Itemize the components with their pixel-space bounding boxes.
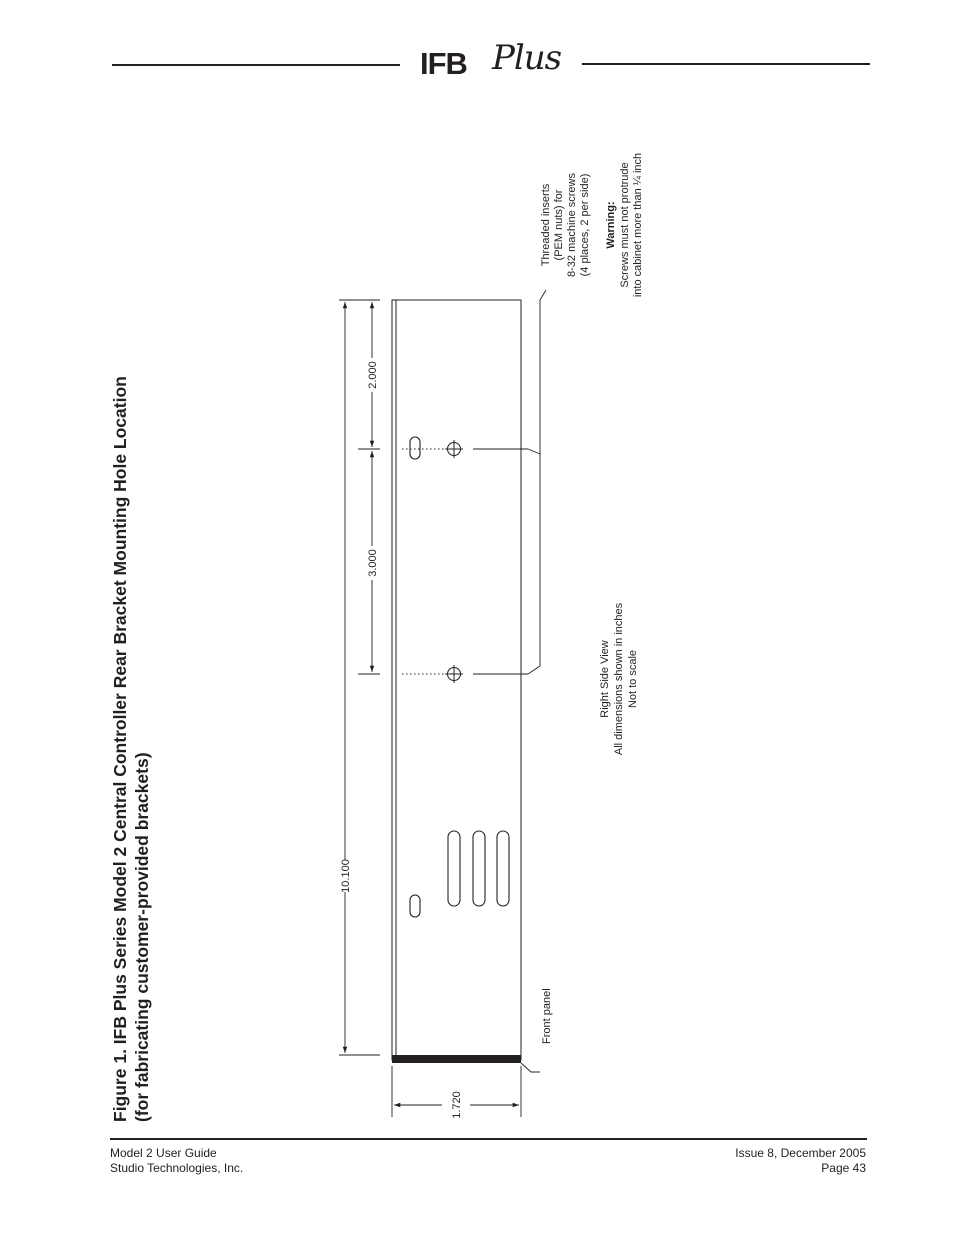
footer-guide-name: Model 2 User Guide — [110, 1146, 217, 1160]
vent-slot — [448, 831, 460, 906]
small-slot — [410, 437, 420, 459]
logo-plus-script: Plus — [492, 38, 562, 78]
dimension-middle-label: 3.000 — [367, 549, 379, 577]
note-line: 8-32 machine screws — [566, 173, 578, 277]
mounting-hole-upper — [402, 440, 463, 458]
footer-issue: Issue 8, December 2005 — [735, 1146, 866, 1160]
front-panel-bar — [392, 1055, 521, 1063]
dimension-total-label: 10.100 — [340, 859, 352, 893]
footer-company: Studio Technologies, Inc. — [110, 1161, 244, 1175]
view-line: All dimensions shown in inches — [613, 602, 625, 756]
view-note — [599, 602, 639, 755]
front-panel-label: Front panel — [541, 988, 553, 1044]
dimension-width-label: 1.720 — [451, 1091, 463, 1119]
hole-leader-lines — [473, 290, 546, 674]
note-line: Threaded inserts — [540, 183, 552, 267]
extension-lines — [339, 300, 521, 1117]
logo-ifb-text: IFB — [420, 46, 467, 81]
mounting-hole-lower — [402, 665, 463, 683]
figure-title-line2: (for fabricating customer-provided brackets) — [132, 752, 152, 1122]
view-line: Right Side View — [599, 640, 611, 718]
note-line: (4 places, 2 per side) — [579, 173, 591, 277]
threaded-inserts-note — [540, 153, 644, 297]
figure-title-line1: Figure 1. IFB Plus Series Model 2 Central Controller Rear Bracket Mounting Hole Location — [110, 376, 130, 1122]
footer-right — [735, 1146, 866, 1176]
note-line: (PEM nuts) for — [553, 189, 565, 261]
small-slot — [410, 895, 420, 917]
footer-left — [110, 1146, 243, 1176]
vent-slot — [473, 831, 485, 906]
front-panel-leader — [521, 1063, 540, 1072]
footer-page-number: Page 43 — [821, 1161, 866, 1175]
dimension-top-label: 2.000 — [367, 361, 379, 389]
footer-rule — [110, 1138, 867, 1140]
view-line: Not to scale — [627, 649, 639, 709]
vent-slot — [497, 831, 509, 906]
warning-line: into cabinet more than ¼ inch — [632, 152, 644, 298]
warning-label: Warning: — [605, 201, 617, 249]
warning-line: Screws must not protrude — [619, 162, 631, 288]
